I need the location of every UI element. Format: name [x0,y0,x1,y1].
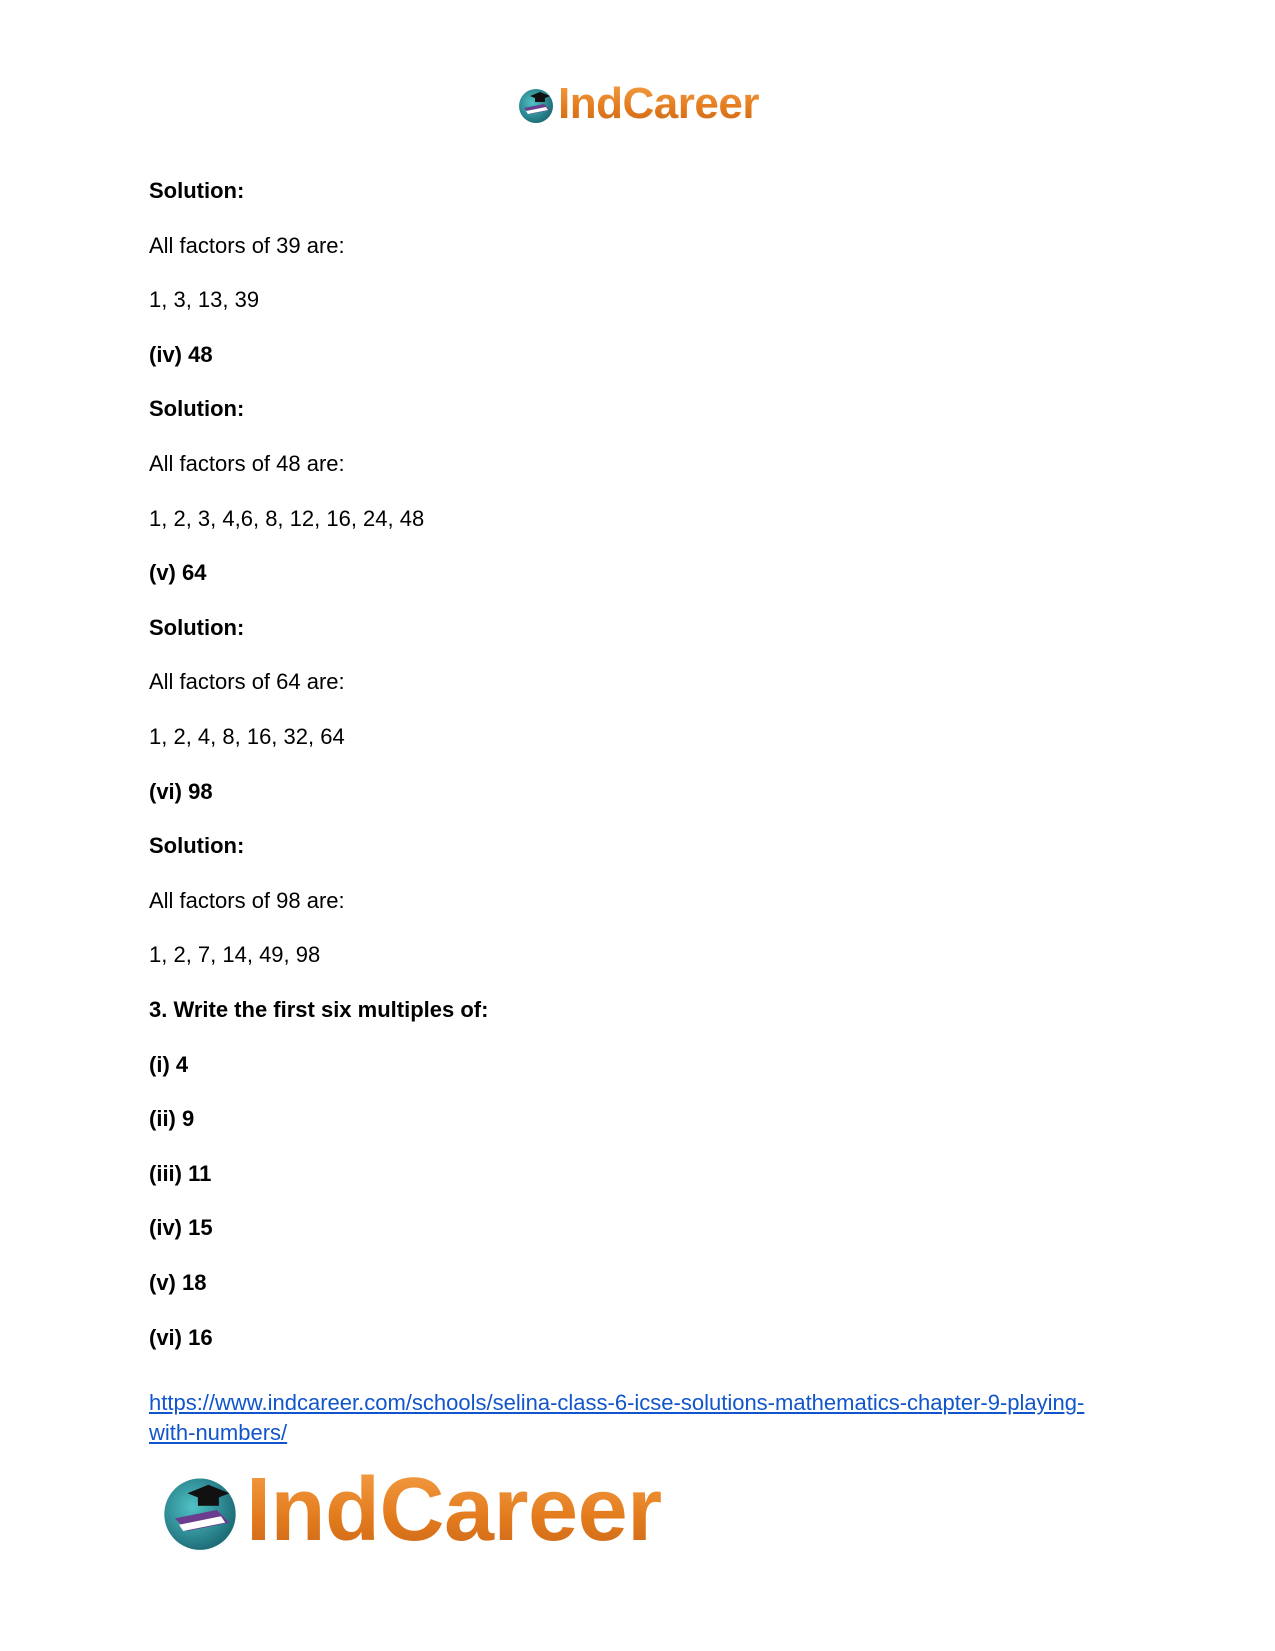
source-link[interactable] [149,1388,1129,1448]
text-line: All factors of 98 are: [149,888,345,913]
header-logo [0,80,1275,128]
heading-line: (v) 64 [149,560,207,585]
text-line: 1, 2, 7, 14, 49, 98 [149,942,321,967]
heading-line: (iv) 48 [149,342,213,367]
heading-line: (vi) 98 [149,779,213,804]
heading-line: (iv) 15 [149,1215,213,1240]
indcareer-logo-large [158,1462,662,1558]
heading-line: Solution: [149,833,245,858]
heading-line: Solution: [149,396,245,421]
heading-line: (ii) 9 [149,1106,195,1131]
logo-text-large: IndCareer [246,1460,662,1560]
heading-line: (vi) 16 [149,1325,213,1350]
heading-line: (iii) 11 [149,1161,212,1186]
source-link-line-2[interactable]: with-numbers/ [149,1420,288,1445]
logo-text: IndCareer [558,79,759,128]
footer-logo [158,1462,662,1558]
text-line: All factors of 64 are: [149,669,345,694]
heading-line: (i) 4 [149,1052,189,1077]
graduation-book-icon [516,84,556,124]
text-line: All factors of 39 are: [149,233,345,258]
text-line: 1, 3, 13, 39 [149,287,260,312]
text-line: 1, 2, 4, 8, 16, 32, 64 [149,724,345,749]
heading-line: Solution: [149,178,245,203]
source-link-line-1[interactable]: https://www.indcareer.com/schools/selina-class-6-icse-solutions-mathematics-chapter-9-playing- [149,1390,1085,1415]
graduation-book-icon [158,1468,242,1552]
indcareer-logo [516,80,759,128]
heading-line: 3. Write the first six multiples of: [149,997,489,1022]
heading-line: (v) 18 [149,1270,207,1295]
heading-line: Solution: [149,615,245,640]
text-line: 1, 2, 3, 4,6, 8, 12, 16, 24, 48 [149,506,425,531]
text-line: All factors of 48 are: [149,451,345,476]
